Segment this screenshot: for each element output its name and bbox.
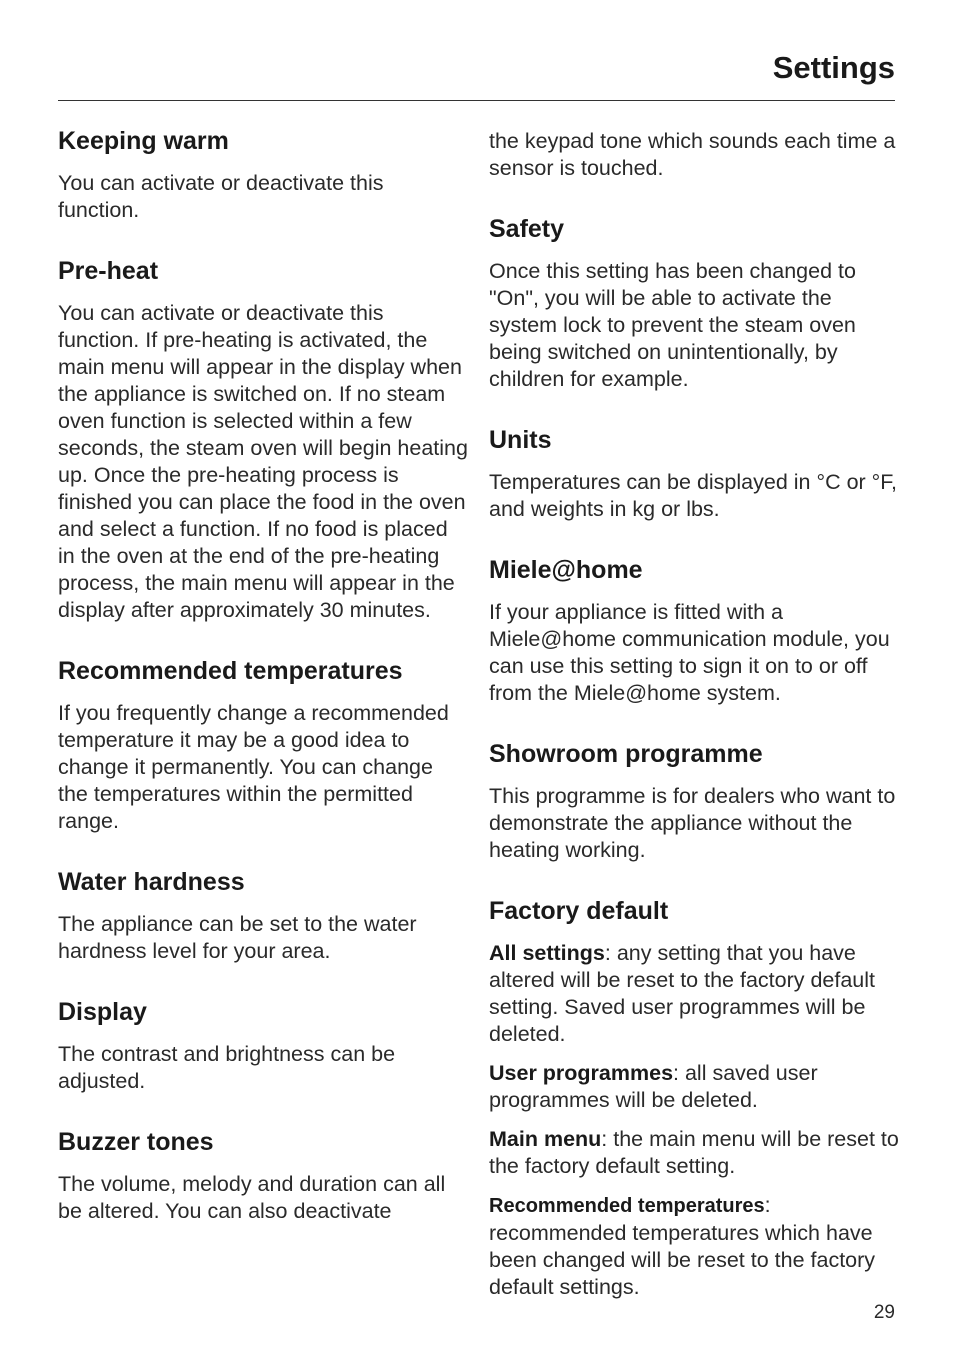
section-body: The contrast and brightness can be adjusted. <box>58 1042 396 1093</box>
section-showroom-programme <box>489 737 899 864</box>
item-text: : recommended temperatures which have been changed will be reset to the factory default settings. <box>489 1193 876 1299</box>
section-body: This programme is for dealers who want to demonstrate the appliance without the heating working. <box>489 784 896 862</box>
item-text: : all saved user programmes will be deleted. <box>489 1061 818 1112</box>
item-term: All settings <box>489 941 605 965</box>
section-heading: Recommended temperatures <box>58 657 403 685</box>
section-buzzer-tones <box>58 1125 468 1225</box>
section-heading: Miele@home <box>489 556 643 584</box>
section-heading: Factory default <box>489 897 669 925</box>
section-factory-default <box>489 894 899 1301</box>
section-body: If you frequently change a recommended temperature it may be a good idea to change it permanently. You can change the temperatures within the permitted range. <box>58 701 449 833</box>
section-units <box>489 423 899 523</box>
item-term: Recommended temperatures <box>489 1195 765 1217</box>
section-keeping-warm <box>58 124 468 224</box>
header-divider <box>58 100 895 101</box>
section-buzzer-continued <box>489 128 899 182</box>
section-body: Temperatures can be displayed in °C or °F, and weights in kg or lbs. <box>489 470 897 521</box>
page-number: 29 <box>873 1302 895 1323</box>
section-body: If your appliance is fitted with a Miele@home communication module, you can use this setting to sign it on to or off from the Miele@home system. <box>489 600 890 705</box>
section-body: the keypad tone which sounds each time a sensor is touched. <box>489 129 896 180</box>
page-title: Settings <box>772 50 895 85</box>
section-heading: Pre-heat <box>58 257 159 285</box>
factory-item-user-programmes <box>489 1060 899 1114</box>
section-body: Once this setting has been changed to "On", you will be able to activate the system lock to prevent the steam oven being switched on unintentionally, by children for example. <box>489 259 856 391</box>
right-column <box>489 128 899 1331</box>
section-heading: Keeping warm <box>58 127 229 155</box>
section-water-hardness <box>58 865 468 965</box>
item-text: : any setting that you have altered will be reset to the factory default setting. Saved user programmes will be deleted. <box>489 941 876 1046</box>
section-heading: Display <box>58 998 147 1026</box>
section-heading: Showroom programme <box>489 740 763 768</box>
section-safety <box>489 212 899 393</box>
section-display <box>58 995 468 1095</box>
section-body: You can activate or deactivate this function. <box>58 171 384 222</box>
section-heading: Safety <box>489 215 565 243</box>
section-recommended-temperatures <box>58 654 468 835</box>
section-body: The volume, melody and duration can all be altered. You can also deactivate <box>58 1172 446 1223</box>
factory-item-all-settings <box>489 940 899 1048</box>
section-miele-home <box>489 553 899 707</box>
factory-item-main-menu <box>489 1126 899 1180</box>
section-heading: Units <box>489 426 552 454</box>
item-term: User programmes <box>489 1061 674 1085</box>
item-term: Main menu <box>489 1127 602 1151</box>
section-heading: Buzzer tones <box>58 1128 214 1156</box>
item-text: : the main menu will be reset to the factory default setting. <box>489 1127 899 1178</box>
section-body: You can activate or deactivate this function. If pre-heating is activated, the main menu will appear in the display when the appliance is switched on. If no steam oven function is selected within a few seconds, the steam oven will begin heating up. Once the pre-heating process is finished you can place the food in the oven and select a function. If no food is placed in the oven at the end of the pre-heating process, the main menu will appear in the display after approximately 30 minutes. <box>58 301 468 622</box>
section-heading: Water hardness <box>58 868 245 896</box>
left-column <box>58 124 468 1255</box>
section-body: The appliance can be set to the water hardness level for your area. <box>58 912 417 963</box>
section-preheat <box>58 254 468 624</box>
factory-item-recommended-temperatures <box>489 1192 899 1301</box>
